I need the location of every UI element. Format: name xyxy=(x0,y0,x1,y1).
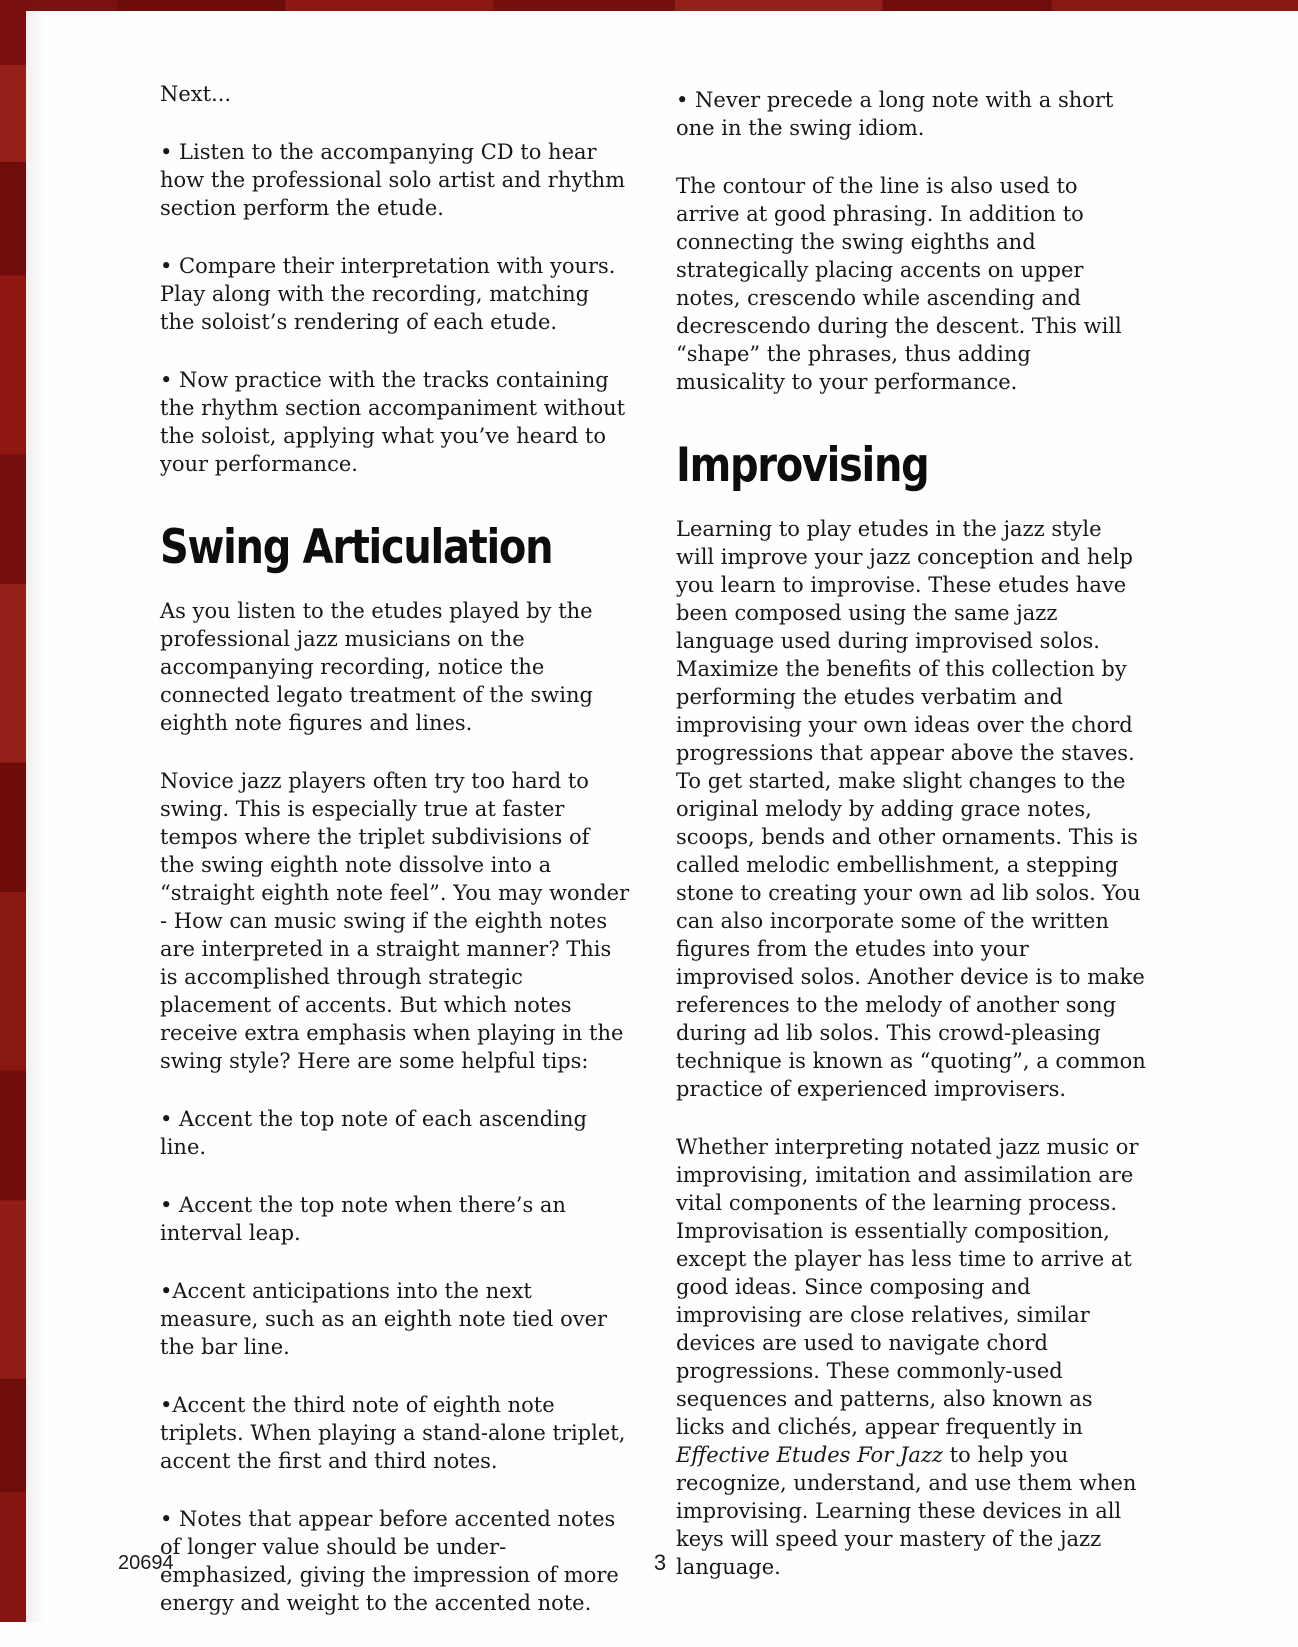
paragraph: As you listen to the etudes played by the professional jazz musicians on the accompanying recording, notice the connected legato treatment of the swing eighth note figures and lines. xyxy=(160,599,593,735)
bullet-item: • Notes that appear before accented notes of longer value should be under-emphasized, giving the impression of more energy and weight to the accented note. xyxy=(160,1507,619,1615)
paragraph xyxy=(676,1133,1146,1581)
bullet-item: • Listen to the accompanying CD to hear how the professional solo artist and rhythm section perform the etude. xyxy=(160,140,626,220)
bullet-item: • Now practice with the tracks containing the rhythm section accompaniment without the soloist, applying what you’ve heard to your performance. xyxy=(160,368,626,476)
scan-edge-top xyxy=(0,0,1298,11)
book-title: Effective Etudes For Jazz xyxy=(676,1443,943,1467)
scan-edge-left xyxy=(0,0,26,1622)
intro-line: Next... xyxy=(160,82,232,106)
bullet-item: •Accent anticipations into the next measure, such as an eighth note tied over the bar line. xyxy=(160,1279,608,1359)
section-heading-swing-articulation: Swing Articulation xyxy=(160,520,553,575)
closing-paragraph-text: Whether interpreting notated jazz music or improvising, imitation and assimilation are vital components of the learning process. Improvisation is essentially composition, except the player has less time to arrive at good ideas. Since composing and improvising are close relatives, similar devices are used to navigate chord progressions. These commonly-used sequences and patterns, also known as licks and clichés, appear frequently in xyxy=(676,1135,1139,1439)
paragraph: Novice jazz players often try too hard to swing. This is especially true at faster tempos where the triplet subdivisions of the swing eighth note dissolve into a “straight eighth note feel”. You may wonder - How can music swing if the eighth notes are interpreted in a straight manner? This is accomplished through strategic placement of accents. But which notes receive extra emphasis when playing in the swing style? Here are some helpful tips: xyxy=(160,769,630,1073)
closing-paragraph-text: to help you recognize, understand, and use them when improvising. Learning these devices in all keys will speed your mastery of the jazz language. xyxy=(676,1443,1137,1579)
bullet-item: •Accent the third note of eighth note triplets. When playing a stand-alone triplet, accent the first and third notes. xyxy=(160,1393,626,1473)
bullet-item: • Accent the top note of each ascending line. xyxy=(160,1107,587,1159)
paragraph: The contour of the line is also used to arrive at good phrasing. In addition to connecting the swing eighths and strategically placing accents on upper notes, crescendo while ascending and decrescendo during the descent. This will “shape” the phrases, thus adding musicality to your performance. xyxy=(676,174,1122,394)
paragraph: Learning to play etudes in the jazz style will improve your jazz conception and help you learn to improvise. These etudes have been composed using the same jazz language used during improvised solos. Maximize the benefits of this collection by performing the etudes verbatim and improvising your own ideas over the chord progressions that appear above the staves. To get started, make slight changes to the original melody by adding grace notes, scoops, bends and other ornaments. This is called melodic embellishment, a stepping stone to creating your own ad lib solos. You can also incorporate some of the written figures from the etudes into your improvised solos. Another device is to make references to the melody of another song during ad lib solos. This crowd-pleasing technique is known as “quoting”, a common practice of experienced improvisers. xyxy=(676,517,1146,1101)
bullet-item: • Compare their interpretation with yours. Play along with the recording, matching the soloist’s rendering of each etude. xyxy=(160,254,616,334)
section-heading-improvising: Improvising xyxy=(676,438,929,493)
left-column xyxy=(160,80,630,1647)
bullet-item: • Accent the top note when there’s an interval leap. xyxy=(160,1193,566,1245)
page-number: 3 xyxy=(653,1550,667,1575)
plate-number: 20694 xyxy=(118,1552,174,1574)
bullet-item: • Never precede a long note with a short one in the swing idiom. xyxy=(676,88,1114,140)
right-column xyxy=(676,86,1146,1611)
